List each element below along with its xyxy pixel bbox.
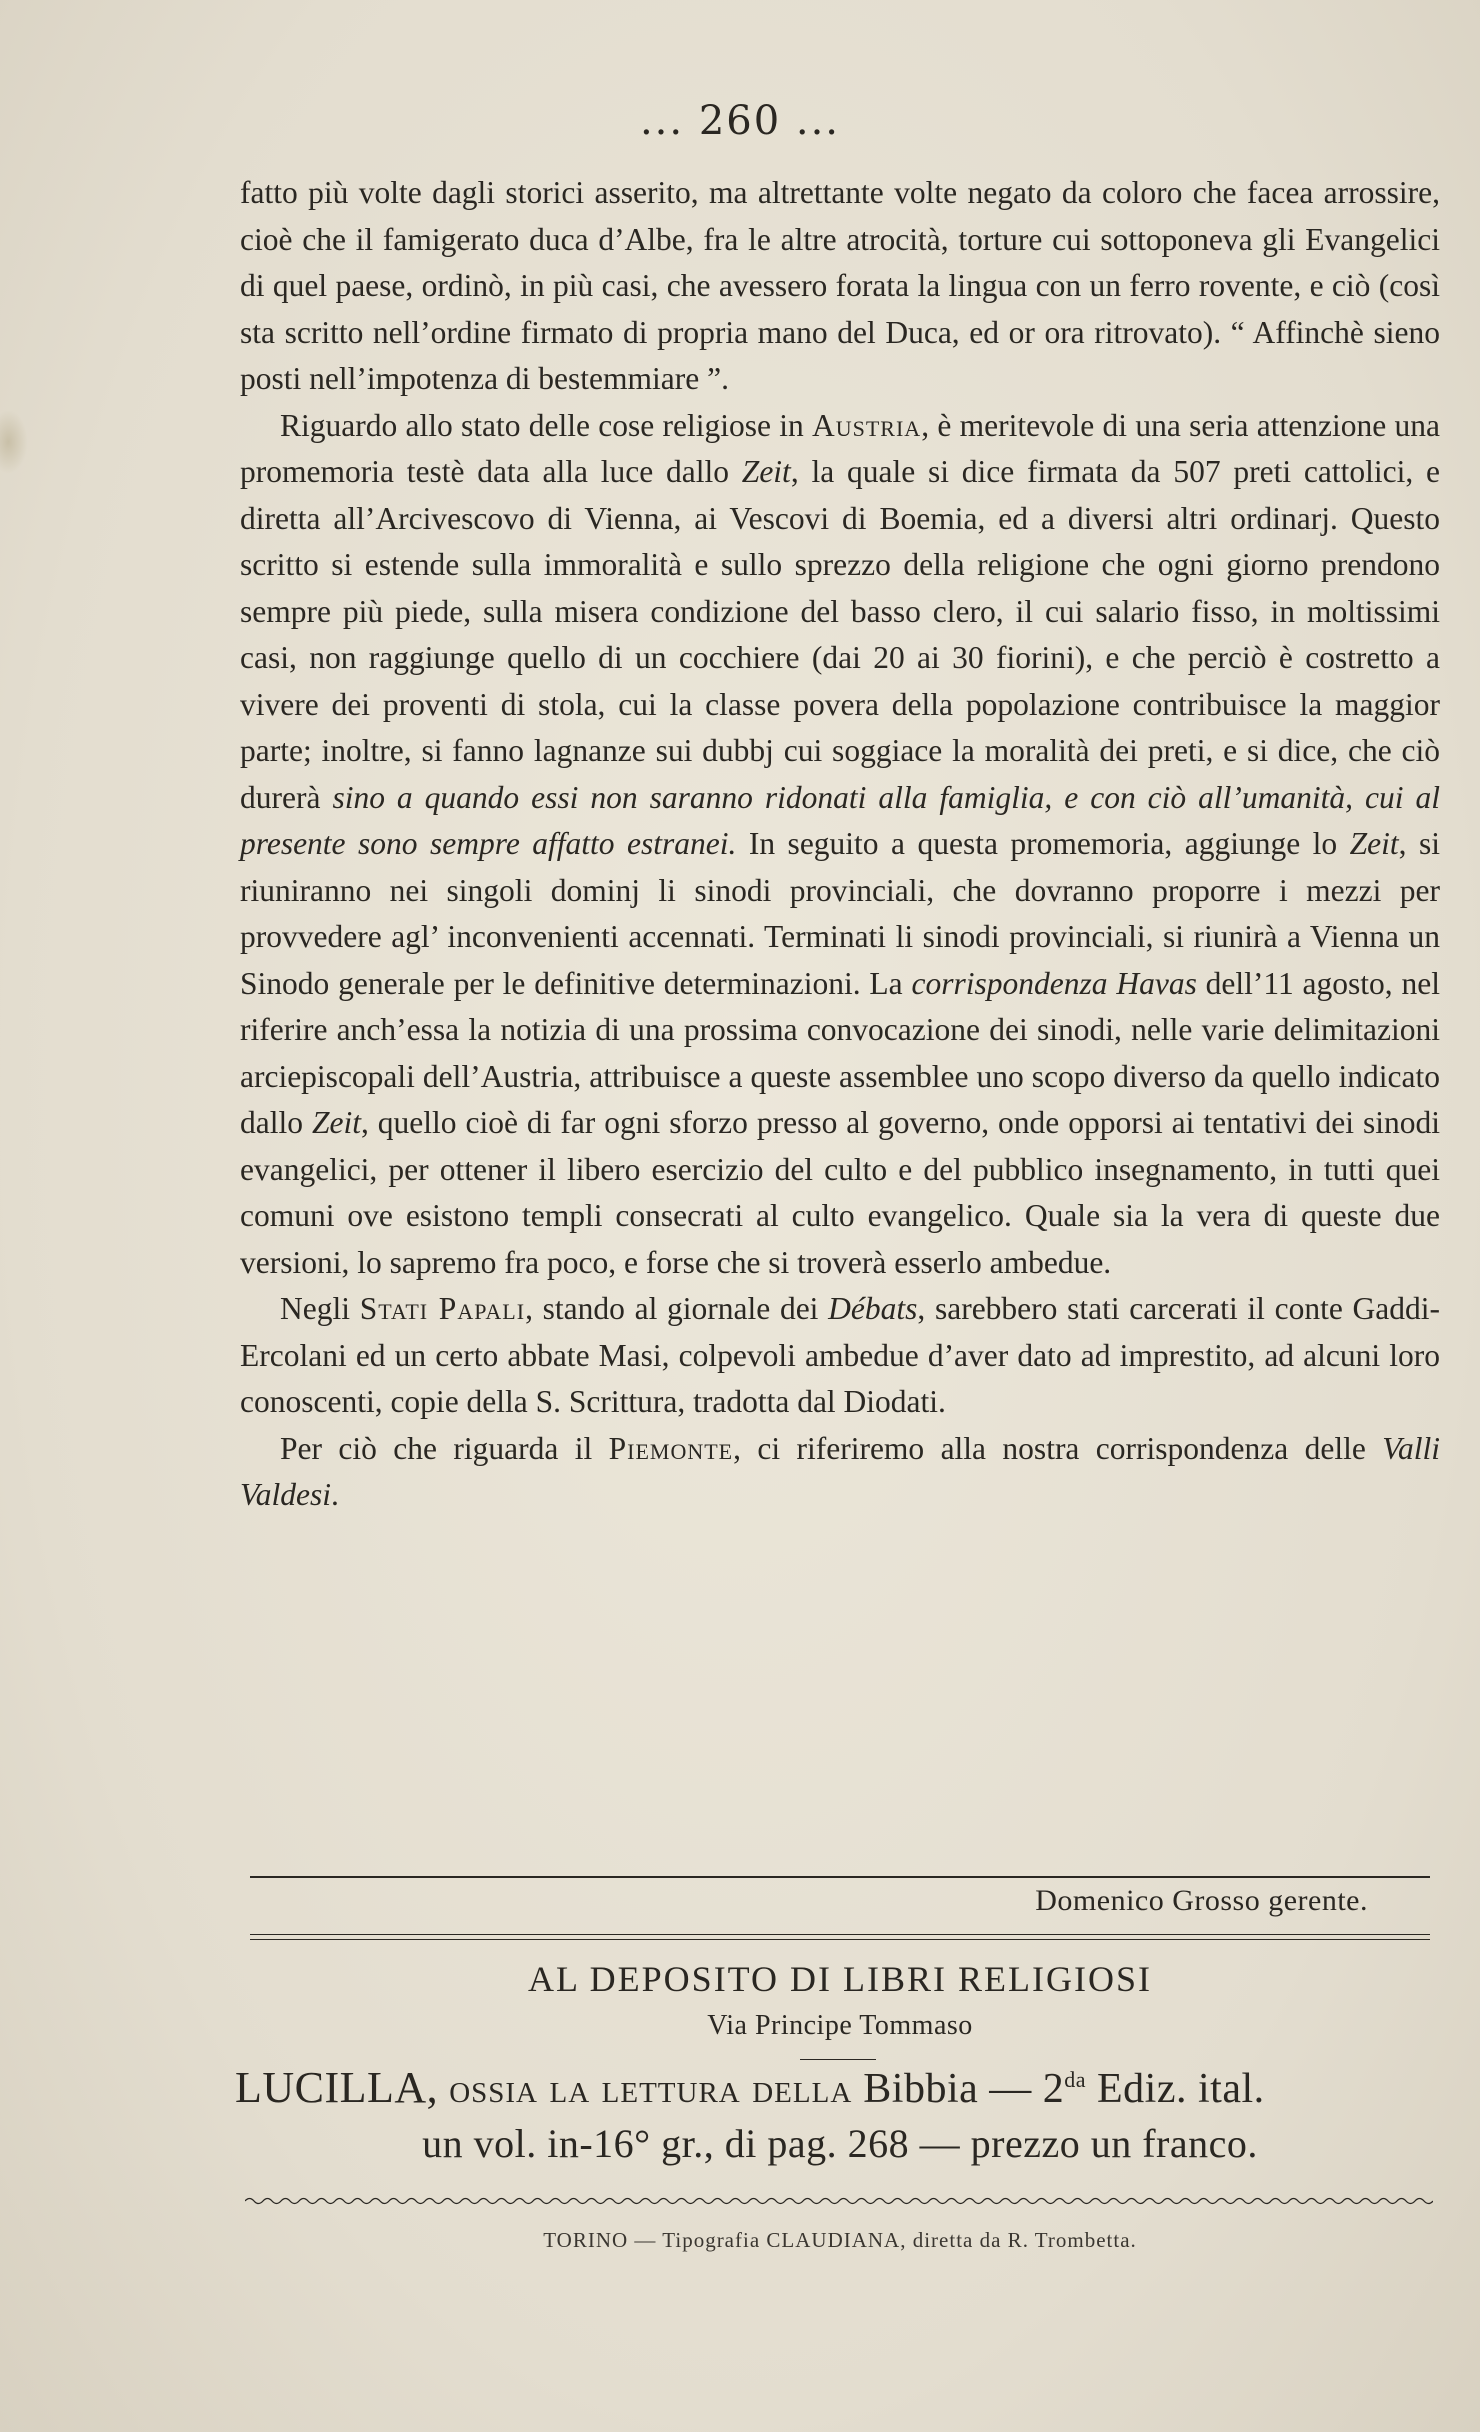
text-segment: .	[331, 1477, 339, 1512]
italic-text: Débats	[828, 1291, 918, 1326]
text-segment: In seguito a questa promemoria, aggiunge lo	[736, 826, 1350, 861]
small-caps-text: Austria	[812, 407, 922, 443]
text-segment: Per ciò che riguarda il	[280, 1430, 609, 1466]
text-segment: Negli	[280, 1291, 360, 1326]
book-subtitle: ossia la lettura della	[449, 2066, 853, 2112]
text-segment: , stando al giornale dei	[525, 1291, 829, 1326]
small-caps-text: Piemonte	[608, 1430, 734, 1466]
italic-text: sino a quando essi non saranno ridonati alla famiglia, e con ciò all’umanità, cui al presente sono sempre affatto estranei.	[240, 779, 1440, 861]
short-divider	[800, 2059, 876, 2060]
text-segment: , è meritevole di una seria attenzione una promemoria testè data alla luce dallo	[240, 407, 1440, 489]
italic-text: Valli Valdesi	[240, 1430, 1440, 1512]
edition-number: — 2	[978, 2066, 1065, 2112]
text-segment: , ci riferiremo alla nostra corrispondenza delle	[733, 1430, 1383, 1466]
italic-text: corrispondenza Havas	[911, 965, 1197, 1001]
page-number: ... 260 ...	[639, 98, 841, 144]
advertisement-details: un vol. in-16° gr., di pag. 268 — prezzo un franco.	[422, 2121, 1258, 2166]
paragraph	[240, 1286, 1440, 1426]
divider-rule	[250, 1876, 1430, 1878]
text-segment: Riguardo allo stato delle cose religiose in	[280, 407, 812, 443]
printer-imprint: TORINO — Tipografia CLAUDIANA, diretta da R. Trombetta.	[543, 2228, 1137, 2252]
book-subtitle-bible: Bibbia	[863, 2066, 979, 2112]
edition-superscript: da	[1064, 2067, 1087, 2092]
small-caps-text: Stati Papali	[359, 1291, 526, 1326]
text-segment: dell’11 agosto, nel riferire anch’essa la notizia di una prossima convocazione dei sinodi, nelle varie delimitazioni arciepiscopali dell’Austria, attribuisce a queste assemblee uno scopo diverso da quello indicato dallo	[240, 965, 1440, 1140]
book-title: LUCILLA,	[235, 2063, 439, 2112]
double-divider-rule	[250, 1934, 1430, 1940]
text-segment: , sarebbero stati carcerati il conte Gaddi-Ercolani ed un certo abbate Masi, colpevoli ambedue d’aver dato ad imprestito, ad alcuni loro conoscenti, copie della S. Scrittura, tradotta dal Diodati.	[240, 1291, 1440, 1419]
paper-stain	[0, 410, 28, 474]
edition-label: Ediz. ital.	[1086, 2066, 1265, 2112]
paragraph	[240, 1426, 1440, 1519]
advertisement-address: Via Principe Tommaso	[707, 2010, 973, 2041]
advertisement-title-line	[235, 2062, 1430, 2113]
italic-text: Zeit	[1349, 826, 1399, 861]
italic-text: Zeit	[741, 454, 791, 489]
text-segment: , la quale si dice firmata da 507 preti cattolici, e diretta all’Arcivescovo di Vienna, ai Vescovi di Boemia, ed a diversi altri ordinarj. Questo scritto si estende sulla immoralità e sullo sprezzo della religione che ogni giorno prendono sempre più piede, sulla misera condizione del basso clero, il cui salario fisso, in moltissimi casi, non raggiunge quello di un cocchiere (dai 20 ai 30 fiorini), e che perciò è costretto a vivere dei proventi di stola, cui la classe povera della popolazione contribuisce la maggior parte; inoltre, si fanno lagnanze sui dubbj cui soggiace la moralità dei preti, e si dice, che ciò durerà	[240, 454, 1440, 815]
article-body	[240, 170, 1440, 1519]
text-segment: , si riuniranno nei singoli dominj li sinodi provinciali, che dovranno proporre i mezzi per provvedere agl’ inconvenienti accennati. Terminati li sinodi provinciali, si riunirà a Vienna un Sinodo generale per le definitive determinazioni. La	[240, 826, 1440, 1001]
signature: Domenico Grosso gerente.	[1035, 1884, 1368, 1917]
italic-text: Zeit	[311, 1105, 361, 1140]
text-segment: fatto più volte dagli storici asserito, ma altrettante volte negato da coloro che facea arrossire, cioè che il famigerato duca d’Albe, fra le altre atrocità, torture cui sottoponeva gli Evangelici di quel paese, ordinò, in più casi, che avessero forata la lingua con un ferro rovente, e ciò (così sta scritto nell’ordine firmato di propria mano del Duca, ed or ora ritrovato). “ Affinchè sieno posti nell’impotenza di bestemmiare ”.	[240, 175, 1440, 396]
paragraph	[240, 170, 1440, 403]
text-segment: , quello cioè di far ogni sforzo presso al governo, onde opporsi ai tentativi dei sinodi evangelici, per ottener il libero esercizio del culto e del pubblico insegnamento, in tutti quei comuni ove esistono templi consecrati al culto evangelico. Quale sia la vera di queste due versioni, lo sapremo fra poco, e forse che si troverà esserlo ambedue.	[240, 1105, 1440, 1280]
ornamental-wavy-rule	[245, 2194, 1433, 2208]
paragraph	[240, 403, 1440, 1287]
advertisement-heading: AL DEPOSITO DI LIBRI RELIGIOSI	[528, 1959, 1152, 1999]
